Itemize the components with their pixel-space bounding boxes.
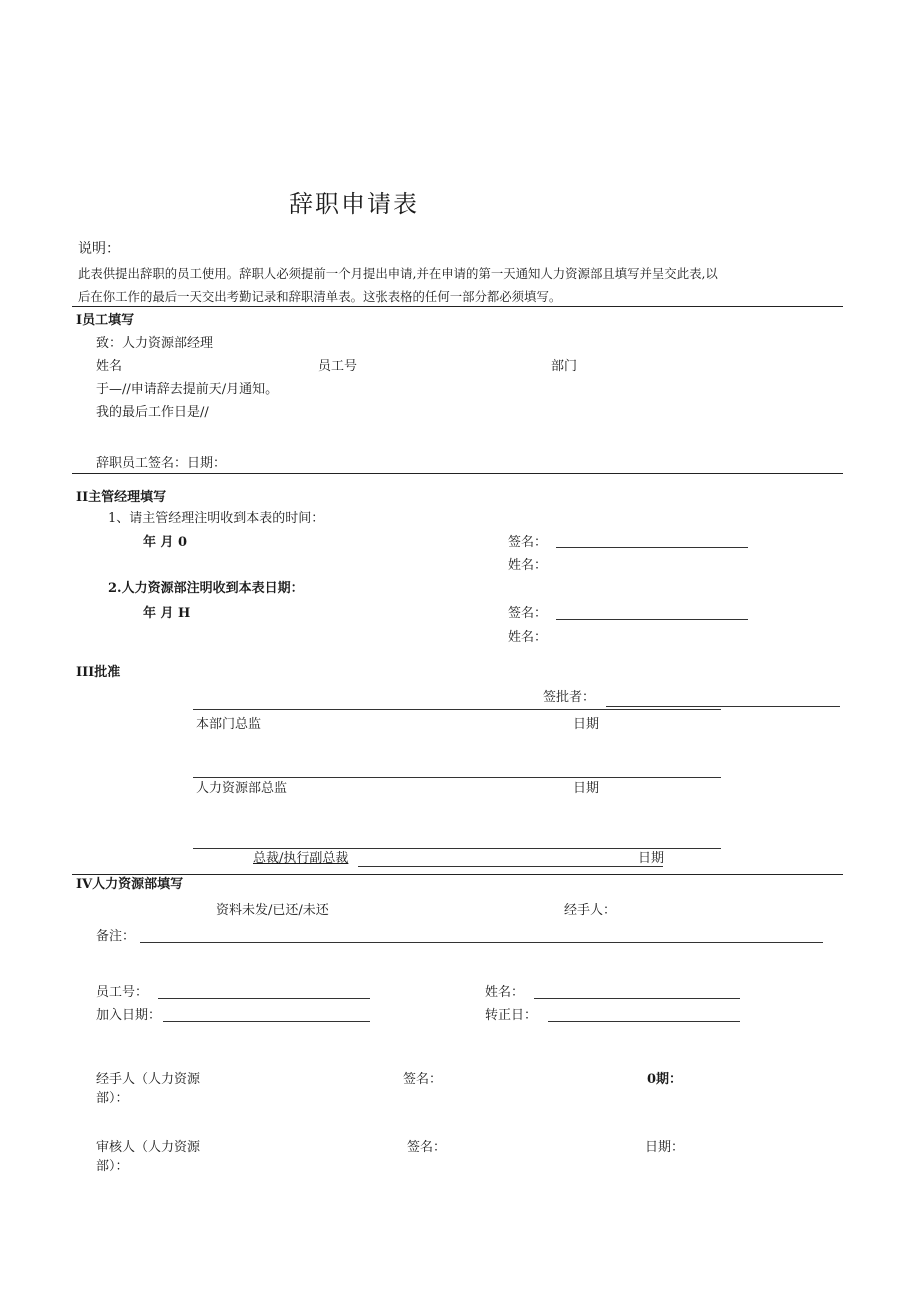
page-title: 辞职申请表 — [289, 190, 419, 218]
date-label: 日期 — [573, 781, 600, 796]
hr-director-label: 人力资源部总监 — [196, 781, 288, 796]
section-3-heading: III批准 — [76, 665, 121, 680]
approver-line — [606, 706, 840, 707]
instructions-label: 说明： — [78, 241, 120, 257]
manager-date-2: 年 月 H — [143, 606, 191, 621]
remarks-label: 备注： — [96, 929, 136, 944]
name-label: 姓名： — [508, 558, 548, 573]
manager-date-1: 年 月 0 — [143, 535, 188, 550]
date-label: 日期 — [573, 717, 600, 732]
name-label: 姓名： — [485, 985, 525, 1000]
hr-handler-label-cont: 部）： — [96, 1091, 129, 1106]
section-2-heading: II主管经理填写 — [76, 490, 167, 505]
sign-label: 签名： — [508, 606, 548, 621]
reviewer-date-label: 日期： — [645, 1140, 685, 1155]
signature-line — [193, 848, 721, 849]
handler-label: 经手人： — [564, 903, 617, 918]
dept-director-label: 本部门总监 — [196, 717, 262, 732]
dept-label: 部门 — [551, 359, 578, 374]
manager-item-2: 2.人力资源部注明收到本表日期： — [108, 581, 304, 596]
join-date-line — [163, 1021, 370, 1022]
employee-signature-line: 辞职员工签名：日期： — [96, 456, 227, 471]
divider — [72, 473, 843, 474]
last-day-line: 我的最后工作日是// — [96, 405, 209, 420]
employee-no-label: 员工号 — [318, 359, 358, 374]
employee-no-label: 员工号： — [96, 985, 149, 1000]
employee-no-line — [158, 998, 370, 999]
divider — [72, 306, 843, 307]
president-label: 总裁/执行副总裁 — [253, 851, 349, 866]
divider — [72, 874, 843, 875]
name-label: 姓名： — [508, 630, 548, 645]
instructions-line-2: 后在你工作的最后一天交出考勤记录和辞职清单表。这张表格的任何一部分都必须填写。 — [78, 289, 562, 304]
join-date-label: 加入日期： — [96, 1008, 162, 1023]
sign-line — [556, 547, 748, 548]
instructions-line-1: 此表供提出辞职的员工使用。辞职人必须提前一个月提出申请,并在申请的第一天通知人力资源部且填写并呈交此表,以 — [78, 266, 718, 281]
hr-reviewer-label-cont: 部）： — [96, 1159, 129, 1174]
materials-status: 资料未发/已还/未还 — [216, 903, 329, 918]
handler-sign-label: 签名： — [403, 1072, 443, 1087]
section-1-heading: I员工填写 — [76, 313, 135, 328]
president-underline — [358, 866, 663, 867]
name-label: 姓名 — [96, 359, 123, 374]
manager-item-1: 1、请主管经理注明收到本表的时间： — [108, 511, 325, 526]
handler-date-label: 0期： — [647, 1072, 683, 1087]
name-line — [534, 998, 740, 999]
apply-line: 于—//申请辞去提前天/月通知。 — [96, 382, 279, 397]
sign-label: 签名： — [508, 535, 548, 550]
confirm-date-line — [548, 1021, 740, 1022]
to-line: 致：人力资源部经理 — [96, 336, 214, 351]
date-label: 日期 — [638, 851, 665, 866]
sign-line — [556, 619, 748, 620]
remarks-line — [140, 942, 823, 943]
approver-label: 签批者： — [543, 690, 596, 705]
hr-handler-label: 经手人（人力资源 — [96, 1072, 201, 1087]
confirm-date-label: 转正日： — [485, 1008, 538, 1023]
hr-reviewer-label: 审核人（人力资源 — [96, 1140, 201, 1155]
reviewer-sign-label: 签名： — [407, 1140, 447, 1155]
signature-line — [193, 777, 721, 778]
signature-line — [193, 709, 721, 710]
section-4-heading: IV人力资源部填写 — [76, 877, 184, 892]
